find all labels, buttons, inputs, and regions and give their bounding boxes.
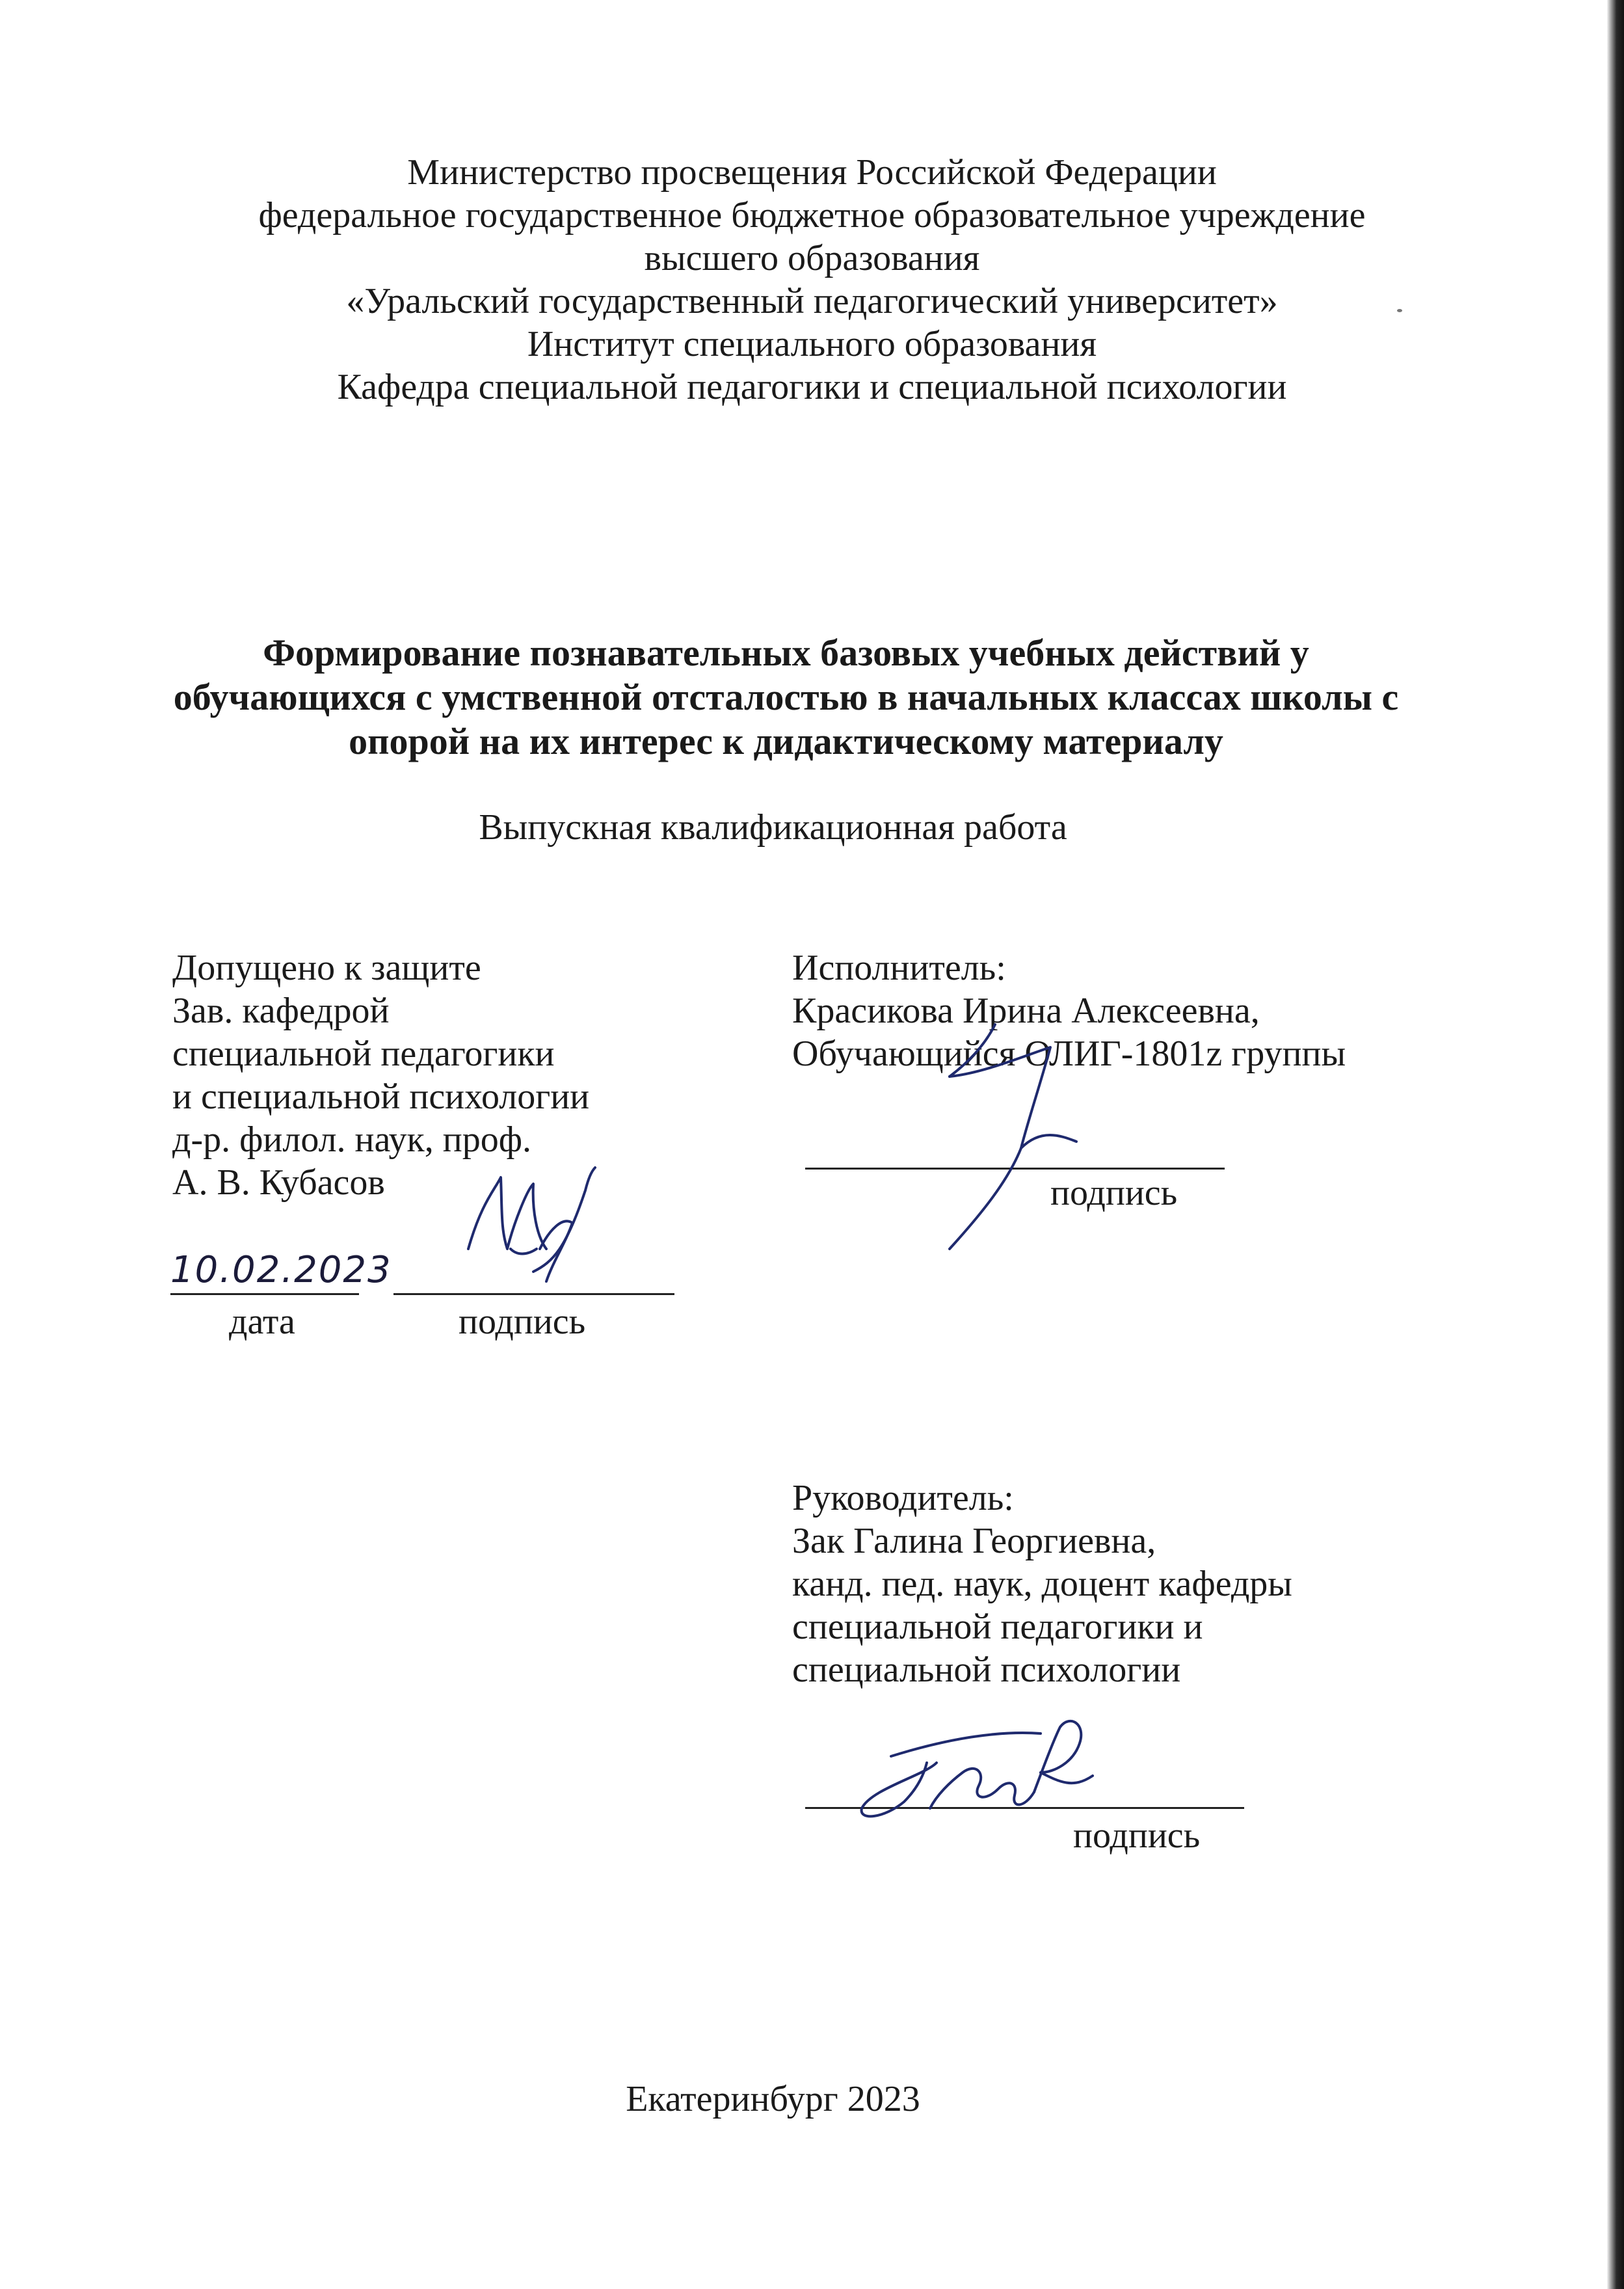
executor-signature bbox=[911, 1011, 1106, 1259]
institution-line-2: высшего образования bbox=[644, 238, 980, 278]
executor-name: Красикова Ирина Алексеевна, bbox=[792, 991, 1260, 1031]
executor-signature-label: подпись bbox=[1050, 1173, 1178, 1213]
institution-line-1: федеральное государственное бюджетное образовательное учреждение bbox=[258, 195, 1366, 235]
institute-line: Институт специального образования bbox=[527, 324, 1097, 364]
admission-degree: д-р. филол. наук, проф. bbox=[172, 1119, 531, 1160]
title-line-1: Формирование познавательных базовых учебных действий у bbox=[263, 632, 1309, 674]
supervisor-heading: Руководитель: bbox=[792, 1478, 1014, 1518]
supervisor-signature bbox=[845, 1711, 1138, 1841]
university-line: «Уральский государственный педагогический университет» bbox=[346, 281, 1278, 321]
admission-position: Зав. кафедрой bbox=[172, 991, 390, 1031]
executor-heading: Исполнитель: bbox=[792, 948, 1006, 988]
supervisor-name: Зак Галина Георгиевна, bbox=[792, 1521, 1156, 1561]
city-year: Екатеринбург 2023 bbox=[626, 2079, 920, 2119]
thesis-title bbox=[117, 631, 1455, 764]
admission-name: А. В. Кубасов bbox=[172, 1162, 385, 1203]
admission-heading: Допущено к защите bbox=[172, 948, 481, 988]
supervisor-dept-2: специальной психологии bbox=[792, 1650, 1181, 1690]
executor-group: Обучающийся ОЛИГ-1801z группы bbox=[792, 1034, 1346, 1074]
admission-dept-2: и специальной психологии bbox=[172, 1077, 590, 1117]
work-type: Выпускная квалификационная работа bbox=[479, 807, 1067, 848]
admission-dept-1: специальной педагогики bbox=[172, 1034, 555, 1074]
head-of-department-signature bbox=[455, 1151, 611, 1307]
date-underline bbox=[170, 1293, 359, 1295]
title-line-3: опорой на их интерес к дидактическому материалу bbox=[349, 720, 1223, 762]
admission-signature-label: подпись bbox=[459, 1302, 586, 1342]
date-label: дата bbox=[229, 1302, 295, 1342]
ministry-line: Министерство просвещения Российской Федерации bbox=[407, 152, 1217, 193]
handwritten-date: 10.02.2023 bbox=[170, 1249, 392, 1291]
department-line: Кафедра специальной педагогики и специальной психологии bbox=[337, 367, 1287, 407]
supervisor-degree: канд. пед. наук, доцент кафедры bbox=[792, 1564, 1292, 1604]
title-line-2: обучающихся с умственной отсталостью в начальных классах школы с bbox=[173, 676, 1399, 718]
institution-header bbox=[0, 151, 1624, 408]
supervisor-signature-label: подпись bbox=[1073, 1815, 1201, 1856]
supervisor-dept-1: специальной педагогики и bbox=[792, 1607, 1203, 1647]
supervisor-block bbox=[792, 1477, 1292, 1691]
